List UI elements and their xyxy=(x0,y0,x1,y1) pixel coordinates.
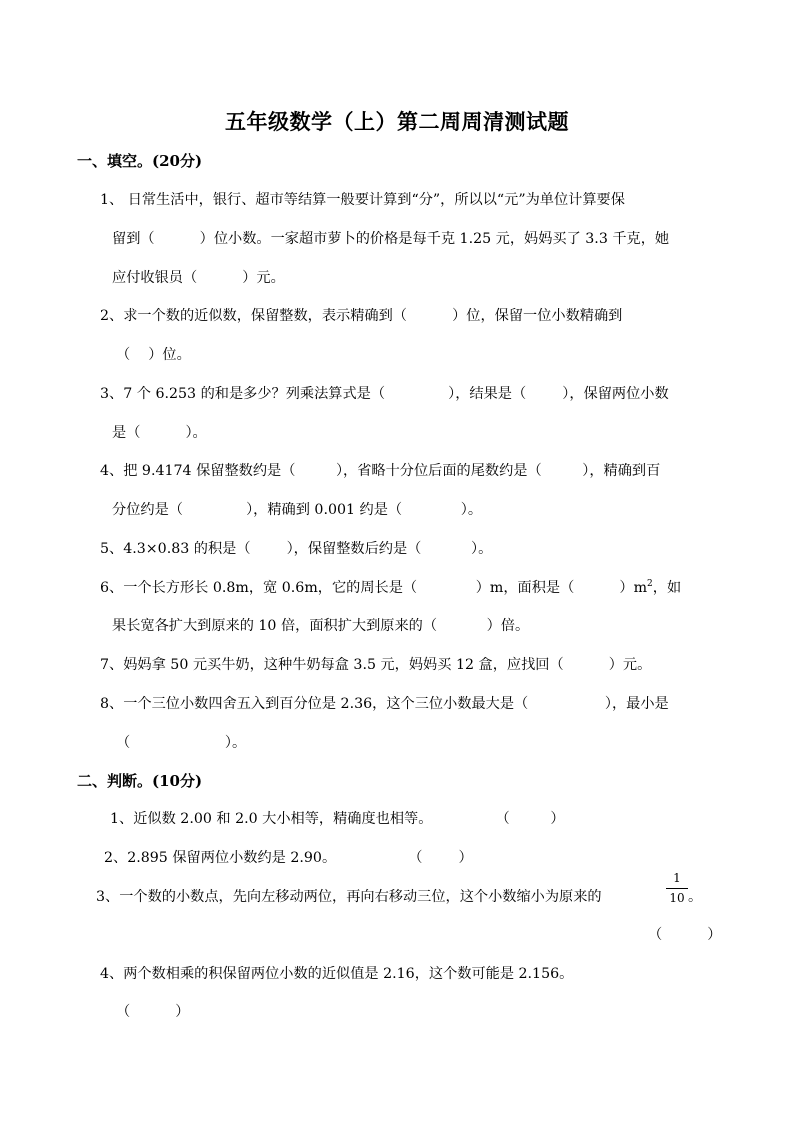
question-line: （ ）位。 xyxy=(116,347,191,363)
question-line: 8、一个三位小数四舍五入到百分位是 2.36，这个三位小数最大是（ ），最小是 xyxy=(100,696,669,712)
question-line: 留到（ ）位小数。一家超市萝卜的价格是每千克 1.25 元，妈妈买了 3.3 千克，她 xyxy=(112,231,670,247)
question-line: 是（ ）。 xyxy=(112,425,207,441)
fraction-bar xyxy=(666,888,688,889)
page-title: 五年级数学（上）第二周周清测试题 xyxy=(225,109,569,134)
question-line: 3、一个数的小数点，先向左移动两位，再向右移动三位，这个小数缩小为原来的 xyxy=(96,889,602,905)
question-line: 应付收银员（ ）元。 xyxy=(112,270,285,286)
question-line: 2、2.895 保留两位小数约是 2.90。 （ ） xyxy=(104,850,473,866)
question-line: 1、近似数 2.00 和 2.0 大小相等，精确度也相等。 （ ） xyxy=(110,811,565,827)
section-heading-judgment: 二、判断。(10分) xyxy=(77,772,203,790)
question-line: 5、4.3×0.83 的积是（ ），保留整数后约是（ ）。 xyxy=(100,541,493,557)
question-line: 分位约是（ ），精确到 0.001 约是（ ）。 xyxy=(112,502,483,518)
question-line: 7、妈妈拿 50 元买牛奶，这种牛奶每盒 3.5 元，妈妈买 12 盒，应找回（ ）元。 xyxy=(100,657,652,673)
question-line: 4、把 9.4174 保留整数约是（ ），省略十分位后面的尾数约是（ ），精确到百 xyxy=(100,463,661,479)
question-line: 2、求一个数的近似数，保留整数，表示精确到（ ）位，保留一位小数精确到 xyxy=(100,308,623,324)
question-line: 6、一个长方形长 0.8m，宽 0.6m，它的周长是（ ）m，面积是（ ）$m^2$，如 xyxy=(100,579,682,596)
question-line: 。 xyxy=(688,889,703,905)
fraction-numerator: 1 xyxy=(673,871,681,885)
question-line: 1、 日常生活中，银行、超市等结算一般要计算到“分”，所以以“元”为单位计算要保 xyxy=(100,192,625,208)
fraction-denominator: 10 xyxy=(669,891,685,905)
answer-blank: （ ） xyxy=(648,927,722,943)
question-line: 果长宽各扩大到原来的 10 倍，面积扩大到原来的（ ）倍。 xyxy=(112,618,530,634)
superscript: 2 xyxy=(647,579,653,589)
question-line: 3、7 个 6.253 的和是多少？列乘法算式是（ ），结果是（ ），保留两位小数 xyxy=(100,386,669,402)
question-line: 4、两个数相乘的积保留两位小数的近似值是 2.16，这个数可能是 2.156。 xyxy=(100,966,574,982)
question-line: （ ）。 xyxy=(116,735,247,751)
section-heading-fill-blank: 一、填空。(20分) xyxy=(77,152,203,170)
answer-blank: （ ） xyxy=(116,1004,190,1020)
